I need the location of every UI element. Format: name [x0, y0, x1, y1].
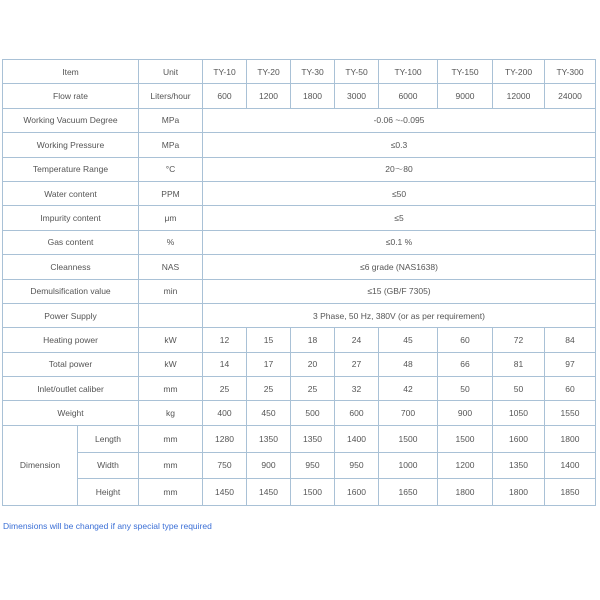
- cell-value: 12: [203, 328, 247, 352]
- cell-value: 1600: [493, 425, 545, 452]
- cell-value: 1800: [493, 479, 545, 506]
- row-label: Temperature Range: [3, 157, 139, 181]
- cell-value: 1850: [545, 479, 596, 506]
- cell-value: 1500: [379, 425, 438, 452]
- cell-value: 1000: [379, 452, 438, 479]
- row-label: Gas content: [3, 230, 139, 254]
- table-row: [3, 452, 596, 479]
- cell-common-value: -0.06 ~-0.095: [203, 108, 596, 132]
- cell-value: 24: [335, 328, 379, 352]
- cell-value: 1280: [203, 425, 247, 452]
- cell-value: 25: [203, 377, 247, 401]
- row-label: Impurity content: [3, 206, 139, 230]
- cell-value: 500: [291, 401, 335, 425]
- cell-value: 1600: [335, 479, 379, 506]
- header-model: TY-50: [335, 60, 379, 84]
- row-unit: %: [139, 230, 203, 254]
- row-label: Weight: [3, 401, 139, 425]
- row-unit: [139, 303, 203, 327]
- header-row: [3, 60, 596, 84]
- cell-value: 1400: [335, 425, 379, 452]
- cell-value: 700: [379, 401, 438, 425]
- cell-value: 1650: [379, 479, 438, 506]
- row-label: Inlet/outlet caliber: [3, 377, 139, 401]
- table-row: [3, 328, 596, 352]
- row-unit: mm: [139, 452, 203, 479]
- table-row: [3, 133, 596, 157]
- row-label: Total power: [3, 352, 139, 376]
- header-model: TY-300: [545, 60, 596, 84]
- row-label: Width: [78, 452, 139, 479]
- row-unit: PPM: [139, 181, 203, 205]
- spec-table: [2, 59, 596, 506]
- cell-value: 1800: [291, 84, 335, 108]
- table-row: [3, 479, 596, 506]
- cell-value: 72: [493, 328, 545, 352]
- cell-common-value: ≤15 (GB/F 7305): [203, 279, 596, 303]
- row-label: Length: [78, 425, 139, 452]
- cell-value: 1500: [291, 479, 335, 506]
- cell-value: 17: [247, 352, 291, 376]
- cell-common-value: ≤50: [203, 181, 596, 205]
- cell-value: 900: [247, 452, 291, 479]
- row-unit: kW: [139, 352, 203, 376]
- cell-value: 66: [438, 352, 493, 376]
- cell-value: 18: [291, 328, 335, 352]
- cell-value: 60: [545, 377, 596, 401]
- cell-common-value: ≤6 grade (NAS1638): [203, 255, 596, 279]
- row-unit: mm: [139, 425, 203, 452]
- cell-value: 15: [247, 328, 291, 352]
- row-unit: MPa: [139, 108, 203, 132]
- cell-value: 750: [203, 452, 247, 479]
- row-label: Power Supply: [3, 303, 139, 327]
- header-model: TY-100: [379, 60, 438, 84]
- header-model: TY-200: [493, 60, 545, 84]
- row-unit: mm: [139, 479, 203, 506]
- cell-value: 25: [247, 377, 291, 401]
- table-row: [3, 181, 596, 205]
- cell-value: 25: [291, 377, 335, 401]
- cell-common-value: 20～80: [203, 157, 596, 181]
- cell-value: 1350: [493, 452, 545, 479]
- cell-value: 950: [335, 452, 379, 479]
- header-model: TY-30: [291, 60, 335, 84]
- cell-value: 50: [438, 377, 493, 401]
- cell-value: 1350: [247, 425, 291, 452]
- cell-value: 50: [493, 377, 545, 401]
- row-unit: °C: [139, 157, 203, 181]
- header-unit: Unit: [139, 60, 203, 84]
- cell-common-value: ≤0.1 %: [203, 230, 596, 254]
- row-unit: kg: [139, 401, 203, 425]
- cell-value: 20: [291, 352, 335, 376]
- row-unit: NAS: [139, 255, 203, 279]
- header-model: TY-10: [203, 60, 247, 84]
- row-unit: Liters/hour: [139, 84, 203, 108]
- cell-value: 9000: [438, 84, 493, 108]
- table-row: [3, 255, 596, 279]
- cell-value: 900: [438, 401, 493, 425]
- table-row: [3, 157, 596, 181]
- dimension-label: Dimension: [3, 425, 78, 505]
- cell-value: 1550: [545, 401, 596, 425]
- table-row: [3, 401, 596, 425]
- cell-value: 600: [203, 84, 247, 108]
- header-model: TY-150: [438, 60, 493, 84]
- cell-value: 1450: [203, 479, 247, 506]
- cell-value: 1200: [247, 84, 291, 108]
- cell-value: 1800: [438, 479, 493, 506]
- cell-value: 60: [438, 328, 493, 352]
- cell-value: 24000: [545, 84, 596, 108]
- row-label: Water content: [3, 181, 139, 205]
- table-row: [3, 425, 596, 452]
- cell-value: 42: [379, 377, 438, 401]
- table-row: [3, 303, 596, 327]
- cell-value: 3000: [335, 84, 379, 108]
- cell-value: 1350: [291, 425, 335, 452]
- cell-value: 48: [379, 352, 438, 376]
- cell-common-value: 3 Phase, 50 Hz, 380V (or as per requirement): [203, 303, 596, 327]
- cell-value: 6000: [379, 84, 438, 108]
- cell-value: 12000: [493, 84, 545, 108]
- table-row: [3, 230, 596, 254]
- cell-value: 1200: [438, 452, 493, 479]
- table-row: [3, 377, 596, 401]
- cell-value: 400: [203, 401, 247, 425]
- cell-value: 1050: [493, 401, 545, 425]
- cell-value: 97: [545, 352, 596, 376]
- cell-common-value: ≤5: [203, 206, 596, 230]
- cell-value: 1800: [545, 425, 596, 452]
- row-label: Cleanness: [3, 255, 139, 279]
- row-unit: kW: [139, 328, 203, 352]
- table-row: [3, 84, 596, 108]
- cell-value: 600: [335, 401, 379, 425]
- row-unit: MPa: [139, 133, 203, 157]
- row-label: Demulsification value: [3, 279, 139, 303]
- row-label: Height: [78, 479, 139, 506]
- table-row: [3, 108, 596, 132]
- row-label: Flow rate: [3, 84, 139, 108]
- cell-value: 450: [247, 401, 291, 425]
- cell-value: 84: [545, 328, 596, 352]
- row-label: Working Vacuum Degree: [3, 108, 139, 132]
- cell-value: 81: [493, 352, 545, 376]
- cell-value: 14: [203, 352, 247, 376]
- row-unit: min: [139, 279, 203, 303]
- cell-value: 950: [291, 452, 335, 479]
- cell-value: 1450: [247, 479, 291, 506]
- cell-value: 1500: [438, 425, 493, 452]
- header-model: TY-20: [247, 60, 291, 84]
- table-row: [3, 279, 596, 303]
- table-row: [3, 352, 596, 376]
- cell-value: 27: [335, 352, 379, 376]
- row-label: Working Pressure: [3, 133, 139, 157]
- table-row: [3, 206, 596, 230]
- footnote: Dimensions will be changed if any special type required: [3, 521, 212, 531]
- row-unit: μm: [139, 206, 203, 230]
- cell-value: 45: [379, 328, 438, 352]
- row-label: Heating power: [3, 328, 139, 352]
- cell-value: 32: [335, 377, 379, 401]
- cell-value: 1400: [545, 452, 596, 479]
- cell-common-value: ≤0.3: [203, 133, 596, 157]
- row-unit: mm: [139, 377, 203, 401]
- header-item: Item: [3, 60, 139, 84]
